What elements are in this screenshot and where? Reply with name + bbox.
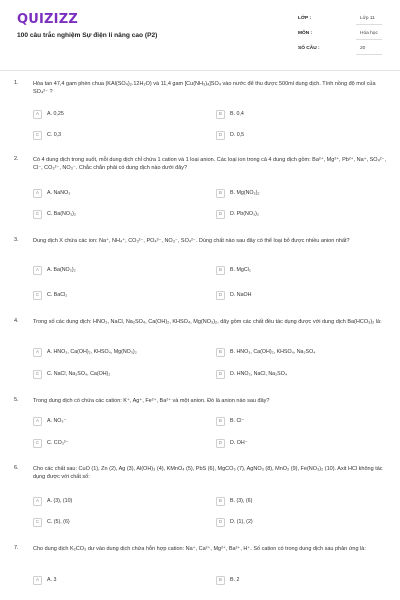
option-letter: C xyxy=(35,292,40,297)
question-number: 5. xyxy=(14,397,19,403)
option-text: B. Mg(NO₃)₂ xyxy=(230,190,260,196)
option-d[interactable] xyxy=(216,130,386,142)
option-text: B. MgCl₂ xyxy=(230,267,251,273)
option-text: C. BaCl₂ xyxy=(47,292,68,298)
option-letter: B xyxy=(219,190,222,195)
meta-count xyxy=(298,46,383,58)
option-letter: D xyxy=(218,132,223,137)
option-d[interactable] xyxy=(216,290,386,302)
option-text: B. 0,4 xyxy=(230,111,244,117)
option-letter: C xyxy=(35,371,40,376)
meta-class-value: Lớp 11 xyxy=(360,16,375,21)
meta-class-key: LỚP : xyxy=(298,16,312,21)
option-letter: A xyxy=(36,267,39,272)
meta-count-value: 20 xyxy=(360,46,366,51)
option-text: A. HNO₃, Ca(OH)₂, KHSO₄, Mg(NO₃)₂ xyxy=(47,349,137,355)
option-letter: A xyxy=(36,349,39,354)
meta-underline xyxy=(356,54,382,55)
question-text: Trong dung dịch có chứa các cation: K⁺, Ag⁺, Fe²⁺, Ba²⁺ và một anion. Đó là anion nào sau đây? xyxy=(33,398,270,404)
question-number: 7. xyxy=(14,545,19,551)
option-a[interactable] xyxy=(33,265,203,277)
option-a[interactable] xyxy=(33,109,203,121)
option-text: C. (5), (6) xyxy=(47,519,70,525)
option-b[interactable] xyxy=(216,416,386,428)
option-text: C. NaCl, Na₂SO₄, Ca(OH)₂ xyxy=(47,371,111,377)
option-a[interactable] xyxy=(33,496,203,508)
option-letter: B xyxy=(219,349,222,354)
option-b[interactable] xyxy=(216,265,386,277)
option-text: B. 2 xyxy=(230,577,240,583)
option-b[interactable] xyxy=(216,188,386,200)
question-text: Trong số các dung dịch: HNO₃, NaCl, Na₂SO₄, Ca(OH)₂, KHSO₄, Mg(NO₃)₂, dãy gồm các chất đều tác dụng được với dung dịch Ba(HCO₃)₂ là: xyxy=(33,319,382,325)
worksheet-title: 100 câu trắc nghiệm Sự điện li nâng cao (P2) xyxy=(17,32,158,39)
option-letter: B xyxy=(219,111,222,116)
option-letter: C xyxy=(35,440,40,445)
worksheet-header xyxy=(0,0,400,66)
option-b[interactable] xyxy=(216,109,386,121)
option-letter: D xyxy=(218,440,223,445)
option-text: A. 0,25 xyxy=(47,111,64,117)
option-text: D. (1), (2) xyxy=(230,519,253,525)
question-number: 4. xyxy=(14,318,19,324)
quizizz-logo: QUIZIZZ xyxy=(17,12,78,27)
option-letter: D xyxy=(218,292,223,297)
meta-count-key: SỐ CÂU : xyxy=(298,46,320,51)
option-letter: D xyxy=(218,371,223,376)
meta-subject-value: Hóa học xyxy=(360,31,378,36)
option-letter: B xyxy=(219,267,222,272)
option-letter: A xyxy=(36,190,39,195)
option-text: C. CO₃²⁻ xyxy=(47,440,69,446)
option-b[interactable] xyxy=(216,347,386,359)
question-text: Cho các chất sau: CuO (1), Zn (2), Ag (3), Al(OH)₃ (4), KMnO₄ (5), PbS (6), MgCO₃ (7), AgNO₃ (8), MnO₂ (9), Fe(NO₃)₂ (10). Axit HCl không tác dụng được với chất số: xyxy=(33,466,383,481)
option-letter: D xyxy=(218,519,223,524)
option-a[interactable] xyxy=(33,188,203,200)
option-letter: A xyxy=(36,577,39,582)
option-letter: A xyxy=(36,418,39,423)
option-text: D. NaOH xyxy=(230,292,252,298)
option-text: D. 0,5 xyxy=(230,132,245,138)
question-number: 2. xyxy=(14,156,19,162)
option-a[interactable] xyxy=(33,347,203,359)
meta-subject xyxy=(298,31,383,43)
option-c[interactable] xyxy=(33,209,203,221)
option-text: C. Ba(NO₃)₂ xyxy=(47,211,76,217)
option-text: B. Cl⁻ xyxy=(230,418,245,424)
option-c[interactable] xyxy=(33,517,203,529)
option-a[interactable] xyxy=(33,416,203,428)
option-c[interactable] xyxy=(33,130,203,142)
option-letter: C xyxy=(35,132,40,137)
option-a[interactable] xyxy=(33,575,203,587)
option-b[interactable] xyxy=(216,575,386,587)
option-text: B. (3), (6) xyxy=(230,498,253,504)
option-c[interactable] xyxy=(33,369,203,381)
option-text: A. NaNO₃ xyxy=(47,190,71,196)
option-text: A. (3), (10) xyxy=(47,498,73,504)
option-letter: A xyxy=(36,498,39,503)
option-letter: D xyxy=(218,211,223,216)
question-number: 1. xyxy=(14,80,19,86)
option-text: D. OH⁻ xyxy=(230,440,248,446)
option-letter: A xyxy=(36,111,39,116)
question-text: Có 4 dung dịch trong suốt, mỗi dung dịch chỉ chứa 1 cation và 1 loại anion. Các loại ion trong cả 4 dung dịch gồm: Ba²⁺, Mg²⁺, Pb²⁺, Na⁺, SO₄²⁻, Cl⁻, CO₃²⁻, NO₃⁻. Chắc chắn phải có dung dịch nào dưới đây? xyxy=(33,157,387,172)
option-d[interactable] xyxy=(216,209,386,221)
question-text: Hòa tan 47,4 gam phèn chua (KAl(SO₄)₂.12H₂O) và 11,4 gam [Cu(NH₃)₄]SO₄ vào nước để thu được 500ml dung dịch. Tính nồng độ mol của SO₄²⁻ ? xyxy=(33,81,376,96)
question-text: Cho dung dịch K₂CO₃ dư vào dung dịch chứa hỗn hợp cation: Na⁺, Ca²⁺, Mg²⁺, Ba²⁺, H⁺. Số cation có trong dung dịch sau phản ứng là: xyxy=(33,546,366,552)
meta-underline xyxy=(356,24,382,25)
option-d[interactable] xyxy=(216,369,386,381)
option-text: A. Ba(NO₃)₂ xyxy=(47,267,76,273)
option-letter: B xyxy=(219,498,222,503)
option-letter: B xyxy=(219,577,222,582)
meta-class xyxy=(298,16,383,28)
option-letter: C xyxy=(35,519,40,524)
option-letter: B xyxy=(219,418,222,423)
option-c[interactable] xyxy=(33,438,203,450)
option-text: B. HNO₃, Ca(OH)₂, KHSO₄, Na₂SO₄ xyxy=(230,349,316,355)
option-text: A. NO₃⁻ xyxy=(47,418,67,424)
header-divider xyxy=(0,70,400,71)
option-text: C. 0,3 xyxy=(47,132,62,138)
question-number: 6. xyxy=(14,465,19,471)
option-text: D. HNO₃, NaCl, Na₂SO₄ xyxy=(230,371,287,377)
option-c[interactable] xyxy=(33,290,203,302)
option-d[interactable] xyxy=(216,438,386,450)
question-number: 3. xyxy=(14,237,19,243)
option-text: A. 3 xyxy=(47,577,57,583)
option-b[interactable] xyxy=(216,496,386,508)
question-text: Dung dịch X chứa các ion: Na⁺, NH₄⁺, CO₃²⁻, PO₄³⁻, NO₃⁻, SO₄²⁻. Dùng chất nào sau đây có thể loại bỏ được nhiều anion nhất? xyxy=(33,238,350,244)
meta-underline xyxy=(356,39,382,40)
option-d[interactable] xyxy=(216,517,386,529)
option-letter: C xyxy=(35,211,40,216)
option-text: D. Pb(NO₃)₂ xyxy=(230,211,259,217)
meta-subject-key: MÔN : xyxy=(298,31,313,36)
